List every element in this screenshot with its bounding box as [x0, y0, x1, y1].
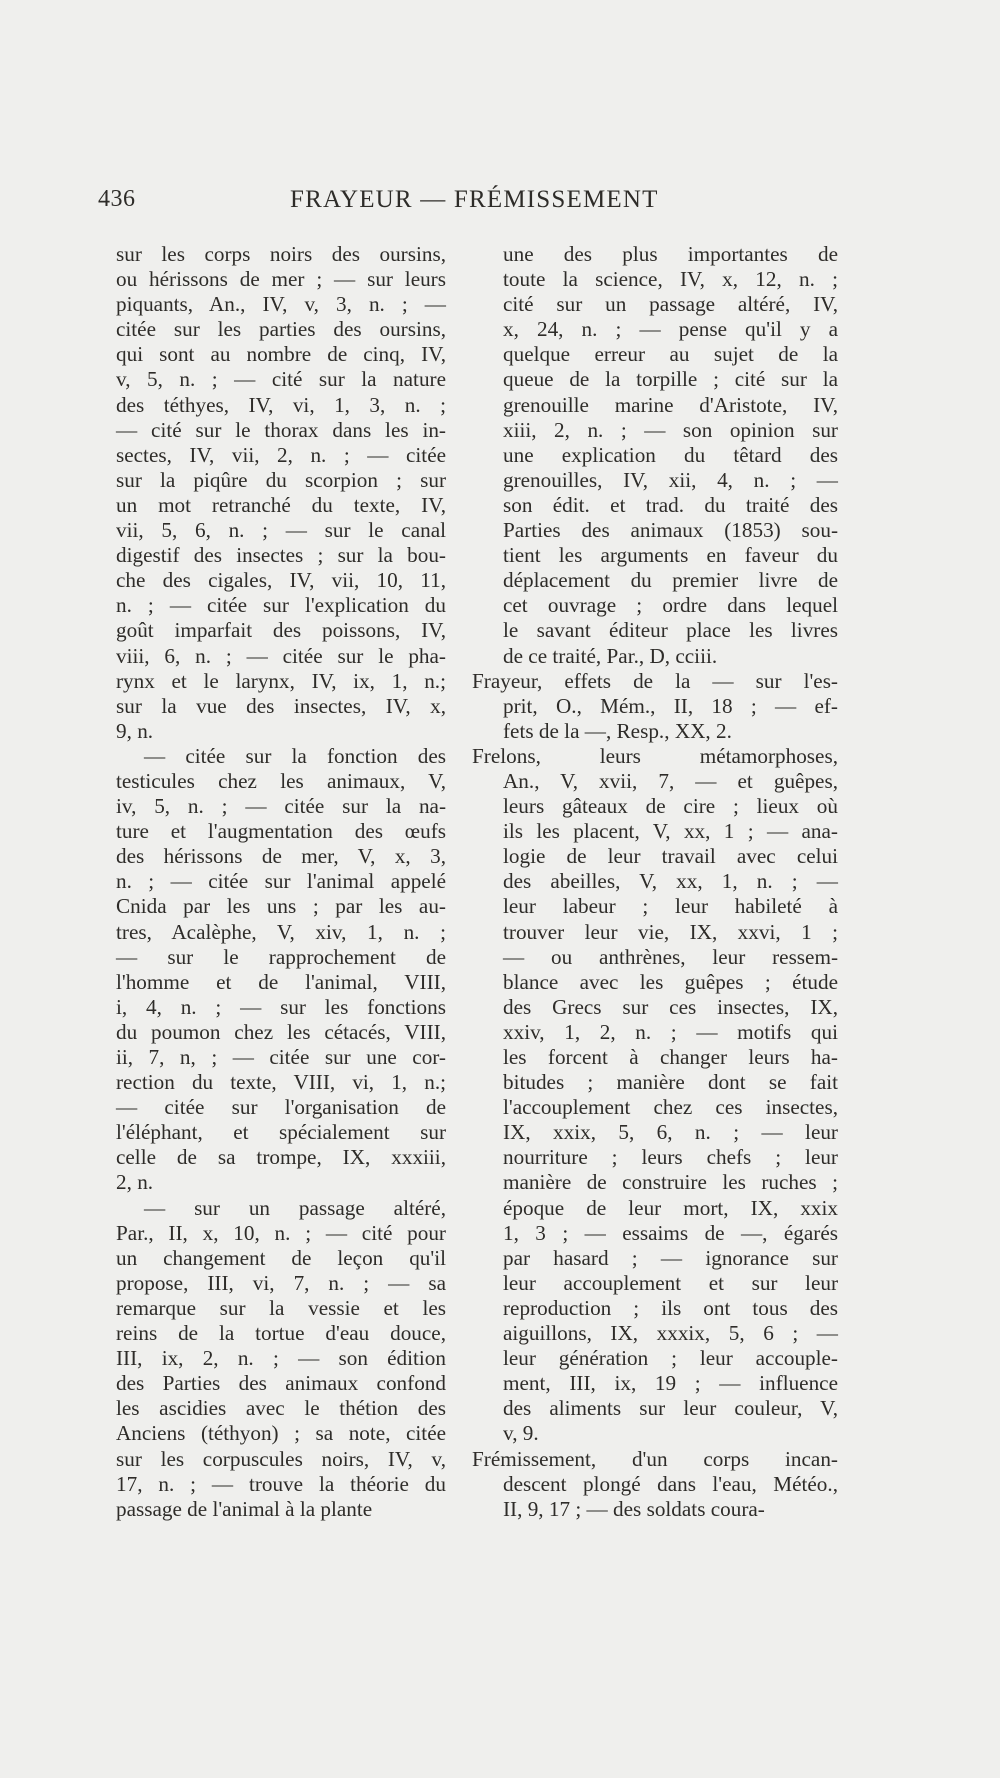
text-line: déplacement du premier livre de — [503, 568, 838, 593]
text-line: une des plus importantes de — [503, 242, 838, 266]
text-line: passage de l'animal à la plante — [116, 1496, 373, 1521]
text-line: n. ; — citée sur l'animal appelé — [116, 869, 446, 894]
text-line: qui sont au nombre de cinq, IV, — [116, 342, 446, 367]
text-line: viii, 6, n. ; — citée sur le pha- — [116, 643, 446, 668]
text-line: bitudes ; manière dont se fait — [503, 1070, 838, 1095]
text-line: des hérissons de mer, V, x, 3, — [116, 844, 446, 869]
right-column — [472, 242, 838, 1522]
text-line: grenouilles, IV, xii, 4, n. ; — — [503, 467, 838, 492]
text-line: les forcent à changer leurs ha- — [503, 1045, 838, 1069]
text-line: che des cigales, IV, vii, 10, 11, — [116, 568, 446, 593]
text-line: le savant éditeur place les livres — [503, 618, 838, 643]
text-line: aiguillons, IX, xxxix, 5, 6 ; — — [503, 1321, 838, 1346]
text-line: quelque erreur au sujet de la — [503, 342, 838, 367]
page-number: 436 — [98, 186, 136, 212]
text-line: citée sur les parties des oursins, — [116, 317, 446, 342]
text-line: vii, 5, 6, n. ; — sur le canal — [116, 518, 446, 543]
text-line: celle de sa trompe, IX, xxxiii, — [116, 1145, 446, 1170]
entry-heading-line: Frayeur, effets de la — sur l'es- — [472, 668, 838, 693]
text-line: manière de construire les ruches ; — [503, 1170, 838, 1195]
text-line: leur génération ; leur accouple- — [503, 1346, 838, 1371]
text-line: toute la science, IV, x, 12, n. ; — [503, 267, 838, 292]
text-line: An., V, xvii, 7, — et guêpes, — [503, 768, 838, 793]
text-line: ils les placent, V, xx, 1 ; — ana- — [503, 819, 838, 844]
text-line: propose, III, vi, 7, n. ; — sa — [116, 1270, 446, 1295]
text-line: cet ouvrage ; ordre dans lequel — [503, 593, 838, 618]
text-line: logie de leur travail avec celui — [503, 844, 838, 869]
text-line: 2, n. — [116, 1170, 154, 1195]
text-line: prit, O., Mém., II, 18 ; — ef- — [503, 693, 838, 718]
text-line: sur les corpuscules noirs, IV, v, — [116, 1446, 446, 1471]
text-line: sectes, IV, vii, 2, n. ; — citée — [116, 442, 446, 467]
text-line: Anciens (téthyon) ; sa note, citée — [116, 1421, 446, 1446]
text-line: 9, n. — [116, 718, 154, 743]
text-line: époque de leur mort, IX, xxix — [503, 1195, 838, 1220]
text-line: des abeilles, V, xx, 1, n. ; — — [503, 869, 838, 894]
running-head: FRAYEUR — FRÉMISSEMENT — [290, 186, 659, 213]
text-line: II, 9, 17 ; — des soldats coura- — [503, 1496, 765, 1521]
text-line: digestif des insectes ; sur la bou- — [116, 543, 446, 568]
text-line: l'accouplement chez ces insectes, — [503, 1095, 838, 1120]
text-line: ture et l'augmentation des œufs — [116, 819, 446, 844]
text-line: IX, xxix, 5, 6, n. ; — leur — [503, 1120, 838, 1145]
text-line: l'éléphant, et spécialement sur — [116, 1120, 446, 1145]
text-line: tres, Acalèphe, V, xiv, 1, n. ; — [116, 919, 446, 944]
text-line: ii, 7, n, ; — citée sur une cor- — [116, 1045, 446, 1069]
text-line: — sur un passage altéré, — [144, 1195, 446, 1220]
text-line: leur accouplement et sur leur — [503, 1270, 838, 1295]
text-line: descent plongé dans l'eau, Météo., — [503, 1471, 838, 1496]
text-line: goût imparfait des poissons, IV, — [116, 618, 446, 643]
text-line: un mot retranché du texte, IV, — [116, 492, 446, 517]
text-line: — citée sur l'organisation de — [116, 1095, 446, 1120]
text-line: n. ; — citée sur l'explication du — [116, 593, 446, 618]
text-line: 1, 3 ; — essaims de —, égarés — [503, 1220, 838, 1245]
text-line: un changement de leçon qu'il — [116, 1245, 446, 1270]
text-line: tient les arguments en faveur du — [503, 543, 838, 568]
text-line: une explication du têtard des — [503, 442, 838, 467]
text-line: ou hérissons de mer ; — sur leurs — [116, 267, 446, 292]
text-line: fets de la —, Resp., XX, 2. — [503, 718, 732, 743]
text-line: — citée sur la fonction des — [144, 743, 446, 768]
text-line: v, 5, n. ; — cité sur la nature — [116, 367, 446, 392]
text-line: des aliments sur leur couleur, V, — [503, 1396, 838, 1421]
text-line: — cité sur le thorax dans les in- — [116, 417, 446, 442]
text-line: reproduction ; ils ont tous des — [503, 1295, 838, 1320]
text-line: l'homme et de l'animal, VIII, — [116, 969, 446, 994]
text-line: — ou anthrènes, leur ressem- — [503, 944, 838, 969]
text-line: v, 9. — [503, 1421, 539, 1446]
text-line: sur la vue des insectes, IV, x, — [116, 693, 446, 718]
text-line: Cnida par les uns ; par les au- — [116, 894, 446, 919]
text-line: blance avec les guêpes ; étude — [503, 969, 838, 994]
text-line: leur labeur ; leur habileté à — [503, 894, 838, 919]
text-line: piquants, An., IV, v, 3, n. ; — — [116, 292, 446, 317]
text-line: III, ix, 2, n. ; — son édition — [116, 1346, 446, 1371]
text-line: des Grecs sur ces insectes, IX, — [503, 994, 838, 1019]
text-line: — sur le rapprochement de — [116, 944, 446, 969]
text-line: testicules chez les animaux, V, — [116, 768, 446, 793]
text-line: sur la piqûre du scorpion ; sur — [116, 467, 446, 492]
text-line: queue de la torpille ; cité sur la — [503, 367, 838, 392]
text-line: 17, n. ; — trouve la théorie du — [116, 1471, 446, 1496]
text-line: cité sur un passage altéré, IV, — [503, 292, 838, 317]
entry-heading-line: Frelons, leurs métamorphoses, — [472, 743, 838, 768]
text-line: sur les corps noirs des oursins, — [116, 242, 446, 266]
text-line: par hasard ; — ignorance sur — [503, 1245, 838, 1270]
text-line: rection du texte, VIII, vi, 1, n.; — [116, 1070, 446, 1095]
text-line: xiii, 2, n. ; — son opinion sur — [503, 417, 838, 442]
text-line: de ce traité, Par., D, cciii. — [503, 643, 718, 668]
text-line: xxiv, 1, 2, n. ; — motifs qui — [503, 1019, 838, 1044]
text-line: leurs gâteaux de cire ; lieux où — [503, 794, 838, 819]
text-line: des Parties des animaux confond — [116, 1371, 446, 1396]
left-column — [116, 242, 446, 1522]
text-line: trouver leur vie, IX, xxvi, 1 ; — [503, 919, 838, 944]
text-line: rynx et le larynx, IV, ix, 1, n.; — [116, 668, 446, 693]
text-line: i, 4, n. ; — sur les fonctions — [116, 994, 446, 1019]
text-line: son édit. et trad. du traité des — [503, 492, 838, 517]
text-line: x, 24, n. ; — pense qu'il y a — [503, 317, 838, 342]
text-line: Parties des animaux (1853) sou- — [503, 518, 838, 543]
text-line: grenouille marine d'Aristote, IV, — [503, 392, 838, 417]
text-line: des téthyes, IV, vi, 1, 3, n. ; — [116, 392, 446, 417]
text-line: remarque sur la vessie et les — [116, 1295, 446, 1320]
text-line: reins de la tortue d'eau douce, — [116, 1321, 446, 1346]
text-line: les ascidies avec le thétion des — [116, 1396, 446, 1421]
text-line: ment, III, ix, 19 ; — influence — [503, 1371, 838, 1396]
text-line: Par., II, x, 10, n. ; — cité pour — [116, 1220, 446, 1245]
entry-heading-line: Frémissement, d'un corps incan- — [472, 1446, 838, 1471]
text-line: iv, 5, n. ; — citée sur la na- — [116, 794, 446, 819]
text-line: du poumon chez les cétacés, VIII, — [116, 1019, 446, 1044]
text-line: nourriture ; leurs chefs ; leur — [503, 1145, 838, 1170]
